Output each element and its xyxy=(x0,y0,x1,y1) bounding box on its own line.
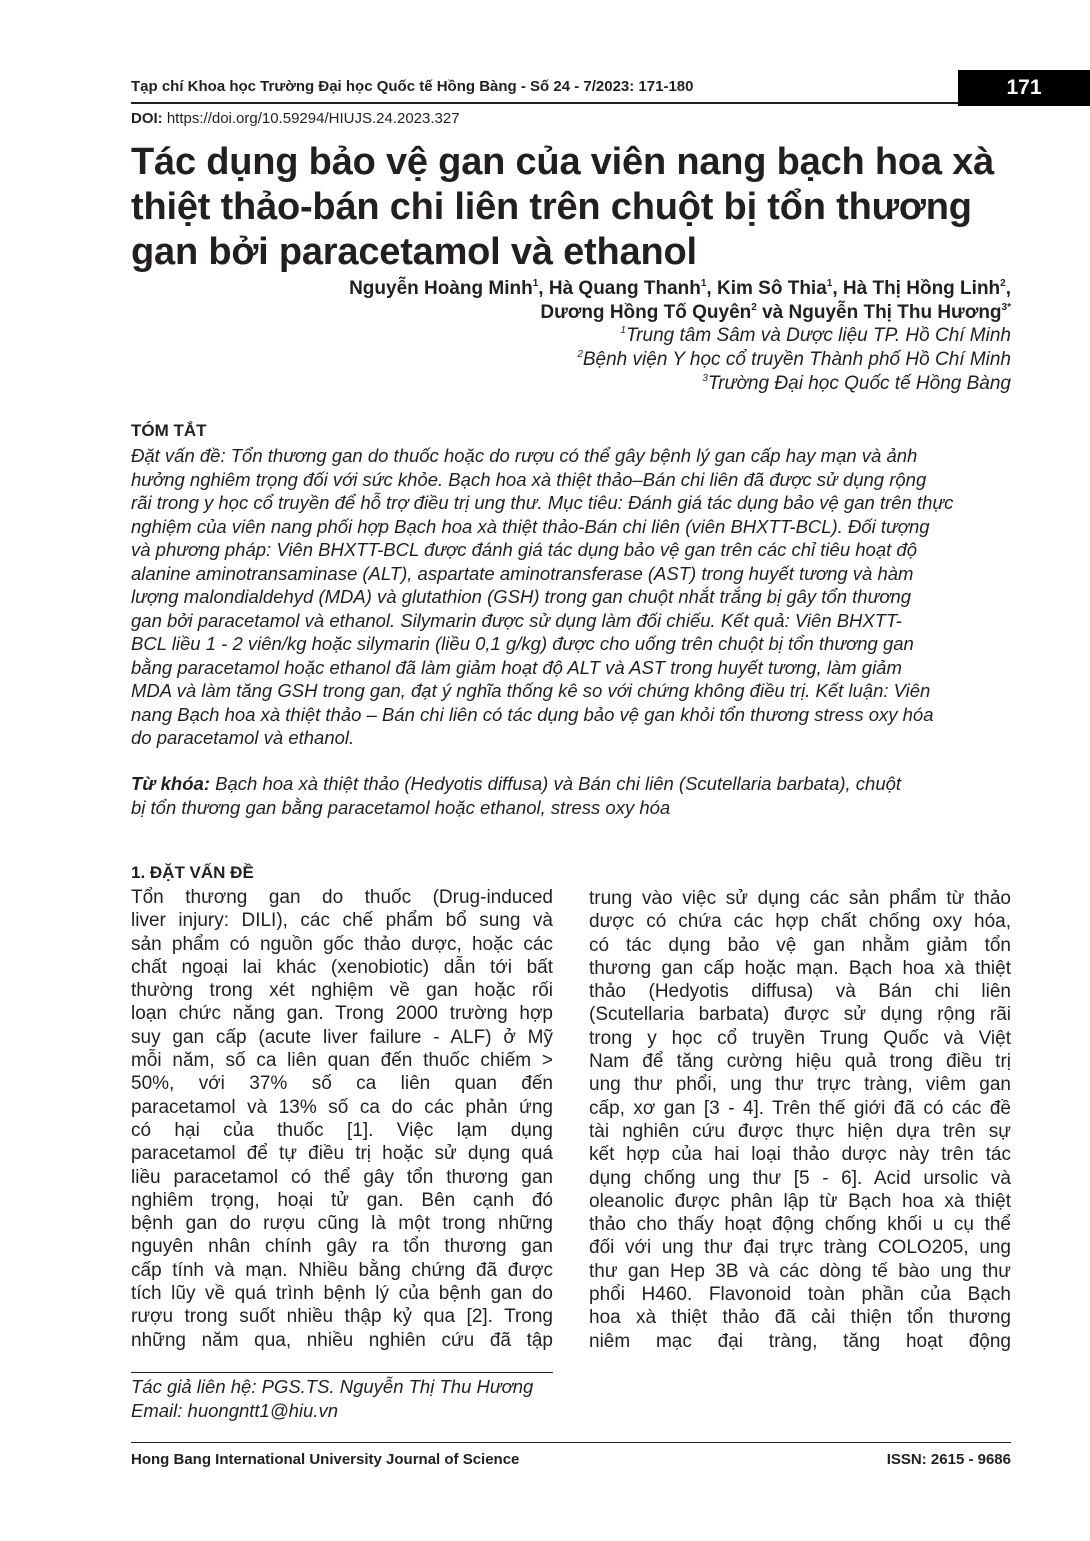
doi-label: DOI: xyxy=(131,110,163,127)
abstract-line: gan bởi paracetamol và ethanol. Silymarin được sử dụng làm đối chiếu. Kết quả: Viên BHXTT- xyxy=(131,609,902,631)
body-line: tích lũy về quá trình bệnh lý của bệnh gan do xyxy=(131,1283,553,1305)
page-number-badge: 171 xyxy=(958,70,1090,106)
affiliation-sup: 3 xyxy=(702,373,708,384)
body-line: thảo cho thấy hoạt động chống khối u cụ thể xyxy=(589,1214,1011,1236)
body-line: nguyên nhân chính gây ra tổn thương gan xyxy=(131,1236,553,1258)
body-line: 50%, với 37% số ca liên quan đến xyxy=(131,1073,553,1095)
body-line: hoa xà thiệt thảo đã cải thiện tổn thương xyxy=(589,1307,1011,1329)
keywords-line xyxy=(131,772,1011,796)
section-heading: 1. ĐẶT VẤN ĐỀ xyxy=(131,863,254,882)
author-name: Dương Hồng Tố Quyên xyxy=(540,302,752,323)
body-line: nghiêm trọng, hoại tử gan. Bên cạnh đó xyxy=(131,1189,553,1211)
body-line: thảo (Hedyotis diffusa) và Bán chi liên xyxy=(589,981,1011,1003)
body-line: bệnh gan do rượu cũng là một trong những xyxy=(131,1213,553,1235)
author-affil-sup: 1 xyxy=(532,278,539,289)
abstract-line: Đặt vấn đề: Tổn thương gan do thuốc hoặc do rượu có thể gây bệnh lý gan cấp hay mạn và ảnh xyxy=(131,445,918,466)
affiliation xyxy=(620,325,1011,347)
footnote-rule xyxy=(131,1372,553,1373)
body-line: rượu trong suốt nhiều thập kỷ qua [2]. Trong xyxy=(131,1306,553,1328)
body-line: oleanolic được phân lập từ Bạch hoa xà thiệt xyxy=(589,1190,1011,1212)
body-line: kết hợp của hai loại thảo dược này trên tác xyxy=(589,1144,1011,1166)
abstract-heading: TÓM TẮT xyxy=(131,421,207,440)
abstract-body xyxy=(131,444,1011,750)
abstract-line: do paracetamol và ethanol. xyxy=(131,727,355,748)
body-line: tài nghiên cứu được thực hiện dựa trên sự xyxy=(589,1120,1011,1142)
footer-issn: ISSN: 2615 - 9686 xyxy=(886,1451,1011,1468)
corresponding-author: Tác giả liên hệ: PGS.TS. Nguyễn Thị Thu Hương xyxy=(131,1376,534,1397)
author-name: , Hà Thị Hồng Linh xyxy=(832,278,1001,299)
body-line: thường trong xét nghiệm về gan hoặc rối xyxy=(131,980,553,1002)
abstract-line: BCL liều 1 - 2 viên/kg hoặc silymarin (liều 0,1 g/kg) được cho uống trên chuột bị tổn thương gan xyxy=(131,633,914,654)
author-affil-sup: 3* xyxy=(1001,302,1011,313)
body-line: những năm qua, nhiều nghiên cứu đã tập xyxy=(131,1329,553,1351)
body-line: có hại của thuốc [1]. Việc lạm dụng xyxy=(131,1119,553,1141)
author-name: Nguyễn Hoàng Minh xyxy=(349,278,533,299)
body-line: đối với ung thư đại trực tràng COLO205, ung xyxy=(589,1237,1011,1259)
keywords-label: Từ khóa: xyxy=(131,773,210,794)
abstract-line: nang Bạch hoa xà thiệt thảo – Bán chi liên có tác dụng bảo vệ gan khỏi tổn thương stress oxy hóa xyxy=(131,703,934,725)
body-line: liều paracetamol có thể gây tổn thương gan xyxy=(131,1166,553,1188)
author-separator: , xyxy=(1005,278,1011,299)
keywords-line: bị tổn thương gan bằng paracetamol hoặc ethanol, stress oxy hóa xyxy=(131,797,671,818)
body-line: (Scutellaria barbata) được sử dụng rộng rãi xyxy=(589,1004,1011,1026)
body-line: niêm mạc đại tràng, tăng hoạt động xyxy=(589,1330,1011,1352)
affiliation-text: Trường Đại học Quốc tế Hồng Bàng xyxy=(707,373,1011,394)
body-column-right xyxy=(589,887,1011,1353)
body-line: suy gan cấp (acute liver failure - ALF) ở Mỹ xyxy=(131,1026,553,1048)
article-title xyxy=(131,140,1031,275)
abstract-line: alanine aminotransaminase (ALT), aspartate aminotransferase (AST) trong huyết tương và hàm xyxy=(131,562,914,584)
abstract-line: bằng paracetamol hoặc ethanol đã làm giảm hoạt độ ALT và AST trong huyết tương, làm giảm xyxy=(131,656,902,678)
abstract-line: rãi trong y học cổ truyền để hỗ trợ điều trị ung thư. Mục tiêu: Đánh giá tác dụng bảo vệ gan trên thực xyxy=(131,492,954,513)
abstract-line: lượng malondialdehyd (MDA) và glutathion (GSH) trong gan chuột nhắt trắng bị gây tổn thương xyxy=(131,586,912,607)
running-header: Tạp chí Khoa học Trường Đại học Quốc tế Hồng Bàng - Số 24 - 7/2023: 171-180 xyxy=(131,78,694,95)
body-line: cấp tính và mạn. Nhiều bằng chứng đã được xyxy=(131,1259,553,1281)
corresponding-email[interactable]: Email: huongntt1@hiu.vn xyxy=(131,1400,338,1421)
body-line: paracetamol và 13% số ca do các phản ứng xyxy=(131,1096,553,1118)
body-line: loạn chức năng gan. Trong 2000 trường hợp xyxy=(131,1003,553,1025)
affiliation xyxy=(577,349,1011,371)
affiliation xyxy=(702,373,1011,395)
body-line: cấp, xơ gan [3 - 4]. Trên thế giới đã có các đề xyxy=(589,1097,1011,1119)
abstract-line: hưởng nghiêm trọng đối với sức khỏe. Bạch hoa xà thiệt thảo–Bán chi liên đã được sử dụng rộng xyxy=(131,468,927,490)
footer-journal-name: Hong Bang International University Journal of Science xyxy=(131,1451,520,1468)
author-affil-sup: 1 xyxy=(826,278,833,289)
author-name: , Kim Sô Thia xyxy=(706,278,827,299)
body-line: ung thư phổi, ung thư trực tràng, viêm gan xyxy=(589,1074,1011,1096)
body-line: Nam để tăng cường hiệu quả trong điều trị xyxy=(589,1051,1011,1073)
author-affil-sup: 2 xyxy=(751,302,757,313)
author-name: và Nguyễn Thị Thu Hương xyxy=(756,302,1002,323)
body-line: thương gan cấp hoặc mạn. Bạch hoa xà thiệt xyxy=(589,957,1011,979)
keywords xyxy=(131,772,1011,820)
author-affil-sup: 2 xyxy=(1000,278,1006,289)
body-line: thư gan Hep 3B và các dòng tế bào ung thư xyxy=(589,1260,1011,1282)
body-line: liver injury: DILI), các chế phẩm bổ sung và xyxy=(131,910,553,932)
doi-link[interactable]: https://doi.org/10.59294/HIUJS.24.2023.327 xyxy=(162,110,460,127)
affiliation-sup: 2 xyxy=(577,349,583,360)
abstract-line: nghiệm của viên nang phối hợp Bạch hoa xà thiệt thảo-Bán chi liên (viên BHXTT-BCL). Đối tượng xyxy=(131,515,930,537)
body-line: có tác dụng bảo vệ gan nhằm giảm tổn xyxy=(589,934,1011,956)
footer-rule xyxy=(131,1442,1011,1443)
body-line: dụng chống ung thư [5 - 6]. Acid ursolic và xyxy=(589,1167,1011,1189)
keywords-text: Bạch hoa xà thiệt thảo (Hedyotis diffusa) và Bán chi liên (Scutellaria barbata), chuột xyxy=(210,773,902,794)
body-line: trong y học cổ truyền Trung Quốc và Việt xyxy=(589,1027,1011,1049)
body-line: mỗi năm, số ca liên quan đến thuốc chiếm > xyxy=(131,1050,553,1072)
body-line: chất ngoại lai khác (xenobiotic) dẫn tới bất xyxy=(131,956,553,978)
abstract-line: MDA và làm tăng GSH trong gan, đạt ý nghĩa thống kê so với chứng không điều trị. Kết luận: Viên xyxy=(131,680,931,701)
body-line: sản phẩm có nguồn gốc thảo dược, hoặc các xyxy=(131,933,553,955)
title-line: gan bởi paracetamol và ethanol xyxy=(131,231,697,273)
affiliation-sup: 1 xyxy=(620,325,626,336)
affiliation-text: Trung tâm Sâm và Dược liệu TP. Hồ Chí Minh xyxy=(625,325,1011,346)
doi-line xyxy=(131,110,460,127)
header-rule xyxy=(131,102,958,104)
title-line: thiệt thảo-bán chi liên trên chuột bị tổn thương xyxy=(131,186,972,228)
author-affil-sup: 1 xyxy=(700,278,707,289)
title-line: Tác dụng bảo vệ gan của viên nang bạch hoa xà xyxy=(131,141,995,183)
body-line: trung vào việc sử dụng các sản phẩm từ thảo xyxy=(589,888,1011,909)
body-line: phổi H460. Flavonoid toàn phần của Bạch xyxy=(589,1284,1011,1306)
author-list-line-1 xyxy=(349,278,1011,300)
body-line: dược có chứa các hợp chất chống oxy hóa, xyxy=(589,911,1011,933)
author-name: , Hà Quang Thanh xyxy=(538,278,701,299)
author-list-line-2 xyxy=(540,302,1011,324)
affiliation-text: Bệnh viện Y học cổ truyền Thành phố Hồ Chí Minh xyxy=(582,349,1011,370)
abstract-line: và phương pháp: Viên BHXTT-BCL được đánh giá tác dụng bảo vệ gan trên các chỉ tiêu hoạt độ xyxy=(131,539,917,560)
body-line: paracetamol để tự điều trị hoặc sử dụng quá xyxy=(131,1143,553,1165)
body-column-left xyxy=(131,886,553,1352)
body-line: Tổn thương gan do thuốc (Drug-induced xyxy=(131,887,553,908)
